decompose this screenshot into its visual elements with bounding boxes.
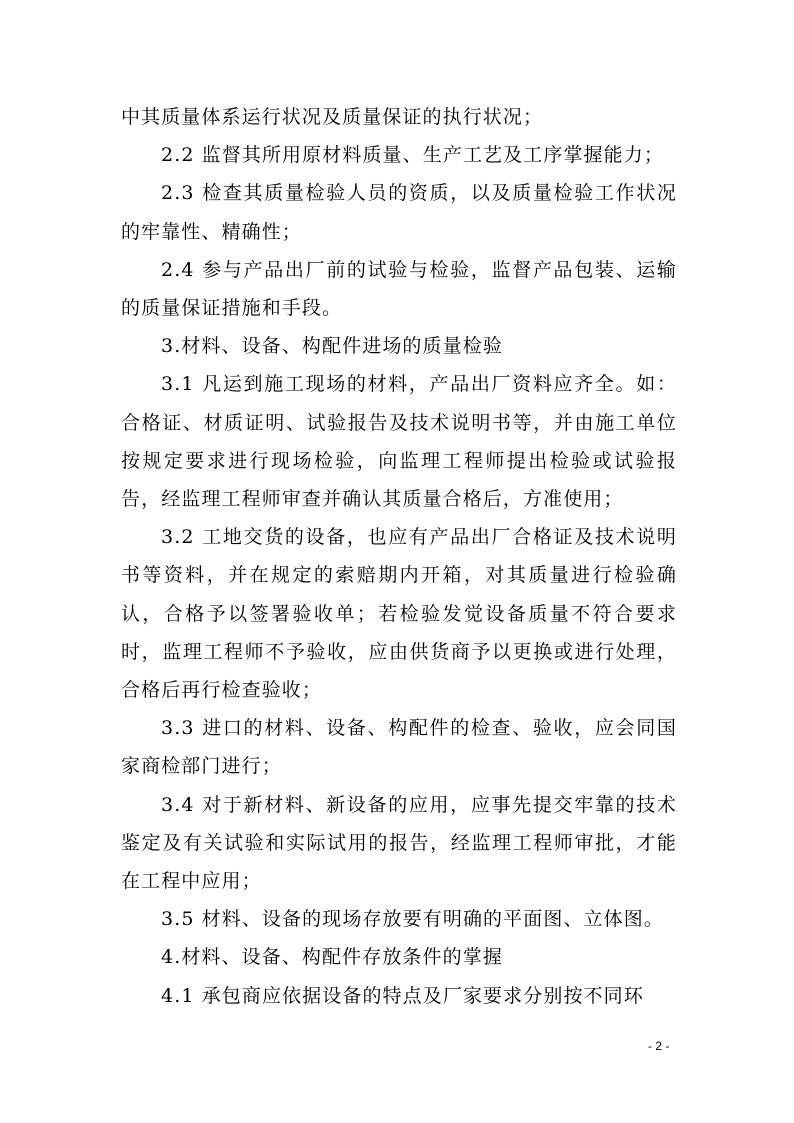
paragraph-3-5: 3.5 材料、设备的现场存放要有明确的平面图、立体图。 — [161, 908, 664, 931]
paragraph-3-1: 3.1 凡运到施工现场的材料，产品出厂资料应齐全。如：合格证、材质证明、试验报告及技术说明书等，并由施工单位按规定要求进行现场检验，向监理工程师提出检验或试验报告，经监理工程师审查并确认其质量合格后，方准使用； — [121, 373, 677, 511]
paragraph-3-2: 3.2 工地交货的设备，也应有产品出厂合格证及技术说明书等资料，并在规定的索赔期内开箱，对其质量进行检验确认，合格予以签署验收单；若检验发觉设备质量不符合要求时，监理工程师不予验收，应由供货商予以更换或进行处理，合格后再行检查验收； — [121, 526, 677, 702]
page-body — [121, 98, 677, 1015]
paragraph-1: 中其质量体系运行状况及质量保证的执行状况； — [121, 106, 544, 128]
section-heading-3: 3.材料、设备、构配件进场的质量检验 — [161, 335, 503, 358]
page-number: - 2 - — [648, 1039, 670, 1053]
paragraph-2-3: 2.3 检查其质量检验人员的资质，以及质量检验工作状况的牢靠性、精确性； — [121, 182, 677, 243]
paragraph-2-2: 2.2 监督其所用原材料质量、生产工艺及工序掌握能力； — [161, 144, 664, 167]
paragraph-2-4: 2.4 参与产品出厂前的试验与检验，监督产品包装、运输的质量保证措施和手段。 — [121, 258, 677, 320]
paragraph-4-1: 4.1 承包商应依据设备的特点及厂家要求分别按不同环 — [161, 984, 644, 1007]
section-heading-4: 4.材料、设备、构配件存放条件的掌握 — [161, 946, 503, 969]
paragraph-3-3: 3.3 进口的材料、设备、构配件的检查、验收，应会同国家商检部门进行； — [121, 717, 677, 778]
paragraph-3-4: 3.4 对于新材料、新设备的应用，应事先提交牢靠的技术鉴定及有关试验和实际试用的报告，经监理工程师审批，才能在工程中应用； — [121, 793, 677, 893]
